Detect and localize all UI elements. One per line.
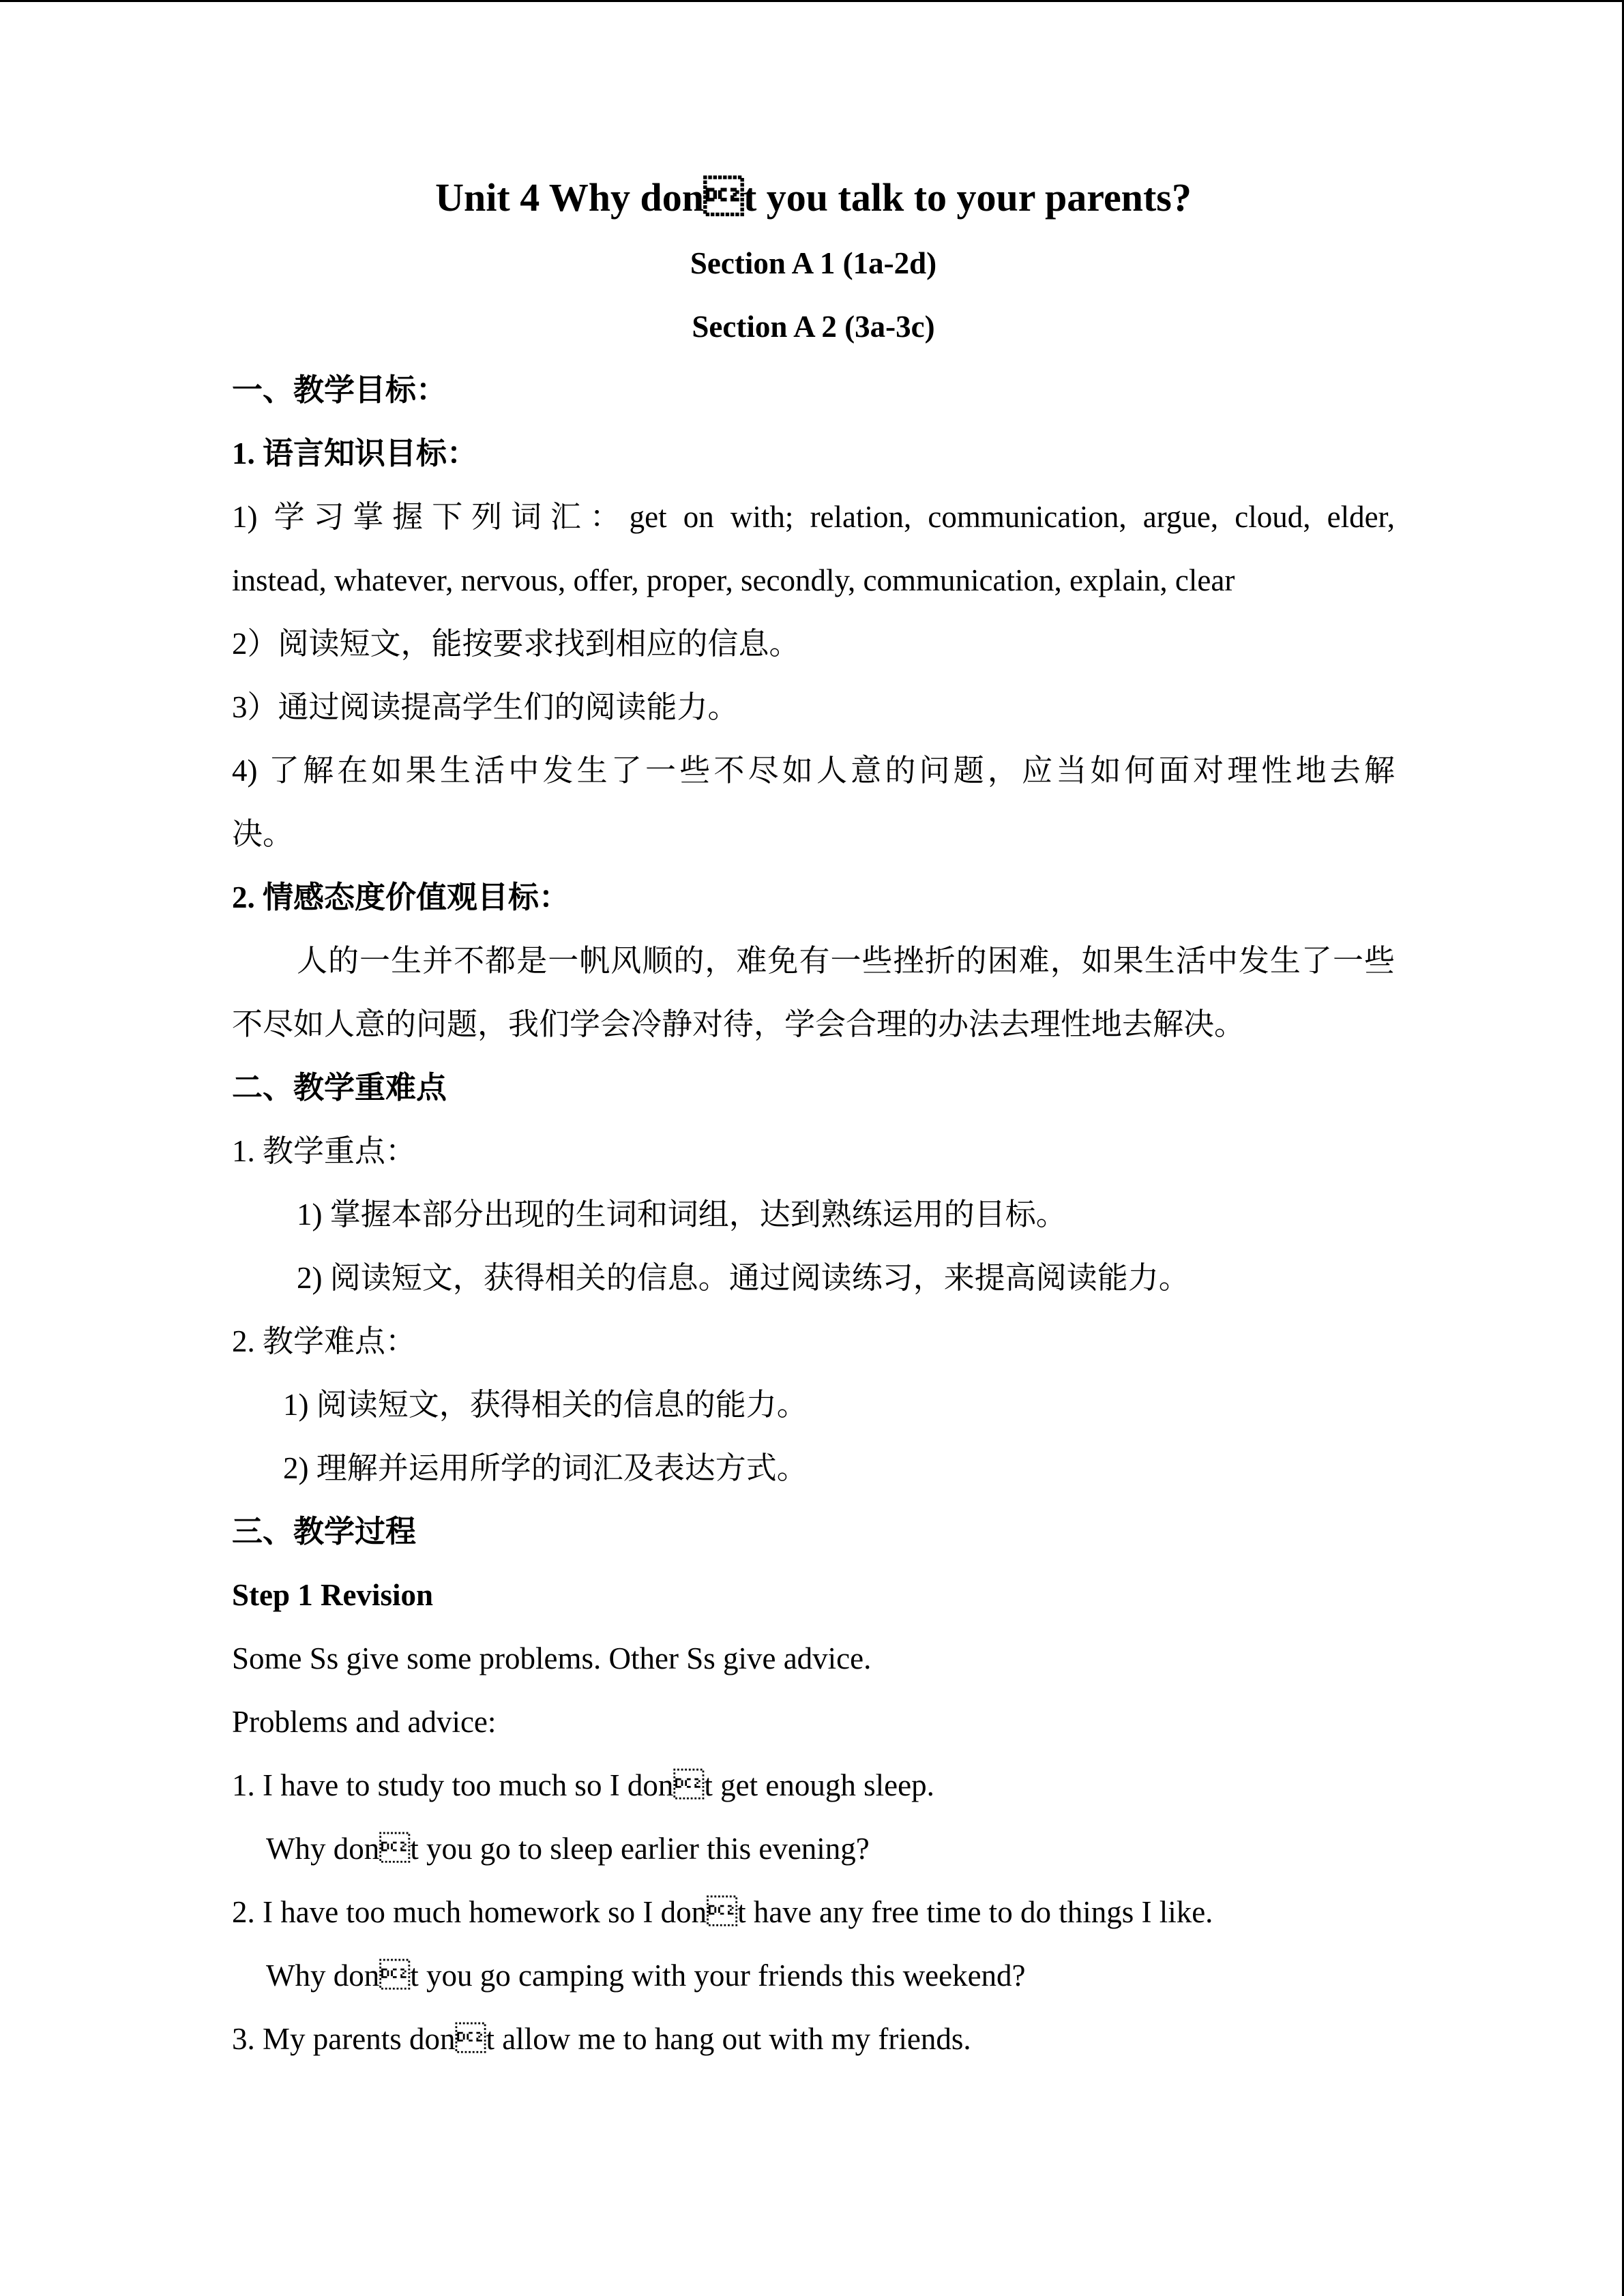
- goal-item-1-line-2: instead, whatever, nervous, offer, proper, secondly, communication, explain, clear: [232, 563, 1235, 597]
- key-point-2: 2) 阅读短文，获得相关的信息。通过阅读练习，来提高阅读能力。: [297, 1261, 1190, 1295]
- heading-step-1: Step 1 Revision: [232, 1578, 434, 1612]
- section-subtitle-2: Section A 2 (3a-3c): [692, 310, 935, 344]
- heading-emotion-goals: 2. 情感态度价值观目标：: [232, 880, 570, 914]
- goal-item-4-line-2: 决。: [232, 817, 294, 851]
- section-subtitle-1: Section A 1 (1a-2d): [690, 246, 937, 280]
- goal-item-3: 3）通过阅读提高学生们的阅读能力。: [232, 690, 739, 724]
- heading-key-difficult-points: 二、教学重难点: [232, 1071, 447, 1105]
- heading-knowledge-goals: 1. 语言知识目标：: [232, 436, 478, 471]
- emotion-paragraph: 人的一生并不都是一帆风顺的，难免有一些挫折的困难，如果生活中发生了一些不尽如人意的问题，我们学会冷静对待，学会合理的办法去理性地去解决。: [232, 944, 1395, 1041]
- difficult-point-2: 2) 理解并运用所学的词汇及表达方式。: [283, 1451, 808, 1485]
- heading-teaching-goals: 一、教学目标：: [232, 373, 447, 407]
- document-title: Unit 4 Why dont you talk to your parents?: [435, 175, 1192, 220]
- heading-key-points: 1. 教学重点：: [232, 1134, 417, 1168]
- document-page: [232, 164, 1395, 2071]
- top-border: [0, 0, 1624, 2]
- problems-label: Problems and advice:: [232, 1705, 497, 1739]
- problem-1: 1. I have to study too much so I dont get enough sleep.: [232, 1768, 934, 1802]
- heading-difficult-points: 2. 教学难点：: [232, 1324, 417, 1358]
- problem-3: 3. My parents dont allow me to hang out with my friends.: [232, 2022, 971, 2056]
- goal-item-1-line-1: 1) 学习掌握下列词汇：get on with; relation, communication, argue, cloud, elder,: [232, 500, 1395, 534]
- problem-2: 2. I have too much homework so I dont have any free time to do things I like.: [232, 1895, 1213, 1929]
- difficult-point-1: 1) 阅读短文，获得相关的信息的能力。: [283, 1388, 808, 1422]
- advice-2: Why dont you go camping with your friends this weekend?: [266, 1958, 1026, 1993]
- goal-item-4-line-1: 4) 了解在如果生活中发生了一些不尽如人意的问题，应当如何面对理性地去解: [232, 754, 1395, 788]
- key-point-1: 1) 掌握本部分出现的生词和词组，达到熟练运用的目标。: [297, 1197, 1067, 1232]
- advice-1: Why dont you go to sleep earlier this evening?: [266, 1832, 870, 1866]
- heading-teaching-process: 三、教学过程: [232, 1515, 417, 1549]
- step-1-intro: Some Ss give some problems. Other Ss give advice.: [232, 1641, 872, 1675]
- goal-item-2: 2）阅读短文，能按要求找到相应的信息。: [232, 627, 800, 661]
